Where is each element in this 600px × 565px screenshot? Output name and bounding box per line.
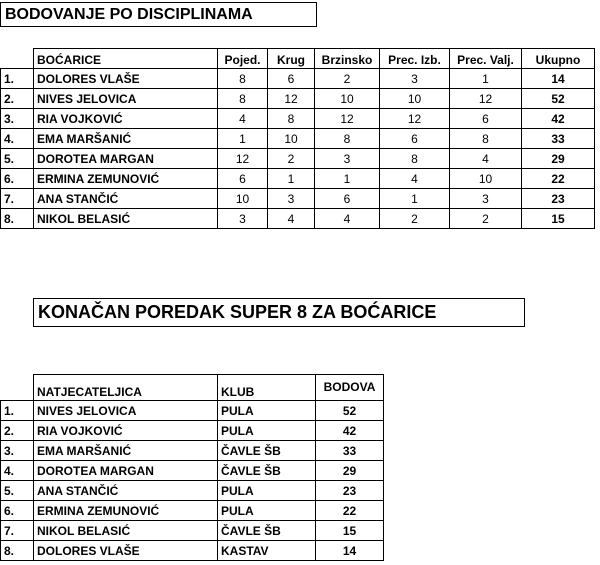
rank-cell: 2. — [1, 89, 34, 109]
prec-valj-cell: 6 — [450, 109, 522, 129]
pojed-cell: 6 — [218, 169, 268, 189]
krug-cell: 4 — [268, 209, 315, 229]
player-name-cell: EMA MARŠANIĆ — [34, 441, 218, 461]
prec-izb-cell: 2 — [380, 209, 450, 229]
player-name-cell: ANA STANČIĆ — [34, 481, 218, 501]
krug-cell: 2 — [268, 149, 315, 169]
header-natjecateljica: NATJECATELJICA — [34, 375, 218, 401]
club-cell: ČAVLE ŠB — [218, 441, 316, 461]
rank-cell: 4. — [1, 129, 34, 149]
points-cell: 15 — [316, 521, 384, 541]
table-row — [1, 441, 384, 461]
rank-cell: 6. — [1, 169, 34, 189]
brzinsko-cell: 10 — [315, 89, 380, 109]
krug-cell: 10 — [268, 129, 315, 149]
table-row — [1, 401, 384, 421]
player-name-cell: RIA VOJKOVIĆ — [34, 109, 218, 129]
club-cell: PULA — [218, 481, 316, 501]
ukupno-cell: 22 — [522, 169, 595, 189]
brzinsko-cell: 2 — [315, 69, 380, 89]
pojed-cell: 3 — [218, 209, 268, 229]
club-cell: PULA — [218, 501, 316, 521]
rank-cell: 1. — [1, 69, 34, 89]
final-standings-table — [0, 374, 384, 561]
prec-valj-cell: 8 — [450, 129, 522, 149]
rank-cell: 8. — [1, 541, 34, 561]
club-cell: PULA — [218, 421, 316, 441]
prec-valj-cell: 12 — [450, 89, 522, 109]
rank-cell: 1. — [1, 401, 34, 421]
rank-cell: 6. — [1, 501, 34, 521]
player-name-cell: DOLORES VLAŠE — [34, 541, 218, 561]
ukupno-cell: 23 — [522, 189, 595, 209]
player-name-cell: ERMINA ZEMUNOVIĆ — [34, 501, 218, 521]
discipline-scores-table — [0, 48, 595, 229]
table-row — [1, 129, 595, 149]
header-blank-cell — [1, 49, 34, 69]
prec-izb-cell: 8 — [380, 149, 450, 169]
krug-cell: 8 — [268, 109, 315, 129]
pojed-cell: 12 — [218, 149, 268, 169]
ukupno-cell: 14 — [522, 69, 595, 89]
points-cell: 42 — [316, 421, 384, 441]
pojed-cell: 4 — [218, 109, 268, 129]
ukupno-cell: 52 — [522, 89, 595, 109]
table-row — [1, 69, 595, 89]
ukupno-cell: 29 — [522, 149, 595, 169]
club-cell: KASTAV — [218, 541, 316, 561]
table-row — [1, 461, 384, 481]
points-cell: 22 — [316, 501, 384, 521]
krug-cell: 1 — [268, 169, 315, 189]
points-cell: 29 — [316, 461, 384, 481]
table-row — [1, 421, 384, 441]
rank-cell: 7. — [1, 521, 34, 541]
player-name-cell: DOROTEA MARGAN — [34, 461, 218, 481]
table-row — [1, 521, 384, 541]
player-name-cell: EMA MARŠANIĆ — [34, 129, 218, 149]
rank-cell: 3. — [1, 441, 34, 461]
ukupno-cell: 42 — [522, 109, 595, 129]
table-row — [1, 541, 384, 561]
table-row — [1, 209, 595, 229]
header-bocarice: BOĆARICE — [34, 49, 218, 69]
club-cell: ČAVLE ŠB — [218, 461, 316, 481]
header-bodova: BODOVA — [316, 375, 384, 401]
player-name-cell: NIKOL BELASIĆ — [34, 521, 218, 541]
rank-cell: 2. — [1, 421, 34, 441]
table-row — [1, 89, 595, 109]
krug-cell: 12 — [268, 89, 315, 109]
rank-cell: 5. — [1, 481, 34, 501]
player-name-cell: ANA STANČIĆ — [34, 189, 218, 209]
rank-cell: 7. — [1, 189, 34, 209]
section1-title: BODOVANJE PO DISCIPLINAMA — [0, 2, 317, 27]
player-name-cell: RIA VOJKOVIĆ — [34, 421, 218, 441]
rank-cell: 4. — [1, 461, 34, 481]
header-krug: Krug — [268, 49, 315, 69]
ukupno-cell: 33 — [522, 129, 595, 149]
prec-izb-cell: 6 — [380, 129, 450, 149]
header-ukupno: Ukupno — [522, 49, 595, 69]
pojed-cell: 10 — [218, 189, 268, 209]
rank-cell: 5. — [1, 149, 34, 169]
player-name-cell: NIVES JELOVICA — [34, 401, 218, 421]
player-name-cell: DOLORES VLAŠE — [34, 69, 218, 89]
points-cell: 52 — [316, 401, 384, 421]
pojed-cell: 1 — [218, 129, 268, 149]
prec-izb-cell: 1 — [380, 189, 450, 209]
player-name-cell: NIVES JELOVICA — [34, 89, 218, 109]
header-brzinsko: Brzinsko — [315, 49, 380, 69]
table-row — [1, 501, 384, 521]
club-cell: ČAVLE ŠB — [218, 521, 316, 541]
krug-cell: 6 — [268, 69, 315, 89]
player-name-cell: ERMINA ZEMUNOVIĆ — [34, 169, 218, 189]
points-cell: 14 — [316, 541, 384, 561]
rank-cell: 8. — [1, 209, 34, 229]
header-prec-izb: Prec. Izb. — [380, 49, 450, 69]
points-cell: 33 — [316, 441, 384, 461]
player-name-cell: DOROTEA MARGAN — [34, 149, 218, 169]
brzinsko-cell: 6 — [315, 189, 380, 209]
prec-valj-cell: 2 — [450, 209, 522, 229]
krug-cell: 3 — [268, 189, 315, 209]
header-prec-valj: Prec. Valj. — [450, 49, 522, 69]
prec-izb-cell: 4 — [380, 169, 450, 189]
player-name-cell: NIKOL BELASIĆ — [34, 209, 218, 229]
pojed-cell: 8 — [218, 89, 268, 109]
table-header-row — [1, 375, 384, 401]
prec-izb-cell: 10 — [380, 89, 450, 109]
brzinsko-cell: 1 — [315, 169, 380, 189]
brzinsko-cell: 8 — [315, 129, 380, 149]
club-cell: PULA — [218, 401, 316, 421]
brzinsko-cell: 3 — [315, 149, 380, 169]
table-row — [1, 169, 595, 189]
brzinsko-cell: 4 — [315, 209, 380, 229]
header-blank-cell — [1, 375, 34, 401]
prec-izb-cell: 12 — [380, 109, 450, 129]
prec-valj-cell: 10 — [450, 169, 522, 189]
brzinsko-cell: 12 — [315, 109, 380, 129]
table-row — [1, 481, 384, 501]
rank-cell: 3. — [1, 109, 34, 129]
table-row — [1, 189, 595, 209]
points-cell: 23 — [316, 481, 384, 501]
ukupno-cell: 15 — [522, 209, 595, 229]
prec-valj-cell: 1 — [450, 69, 522, 89]
prec-izb-cell: 3 — [380, 69, 450, 89]
table-row — [1, 149, 595, 169]
header-klub: KLUB — [218, 375, 316, 401]
header-pojed: Pojed. — [218, 49, 268, 69]
section2-title: KONAČAN POREDAK SUPER 8 ZA BOĆARICE — [33, 298, 525, 327]
table-header-row — [1, 49, 595, 69]
pojed-cell: 8 — [218, 69, 268, 89]
table-row — [1, 109, 595, 129]
prec-valj-cell: 4 — [450, 149, 522, 169]
prec-valj-cell: 3 — [450, 189, 522, 209]
